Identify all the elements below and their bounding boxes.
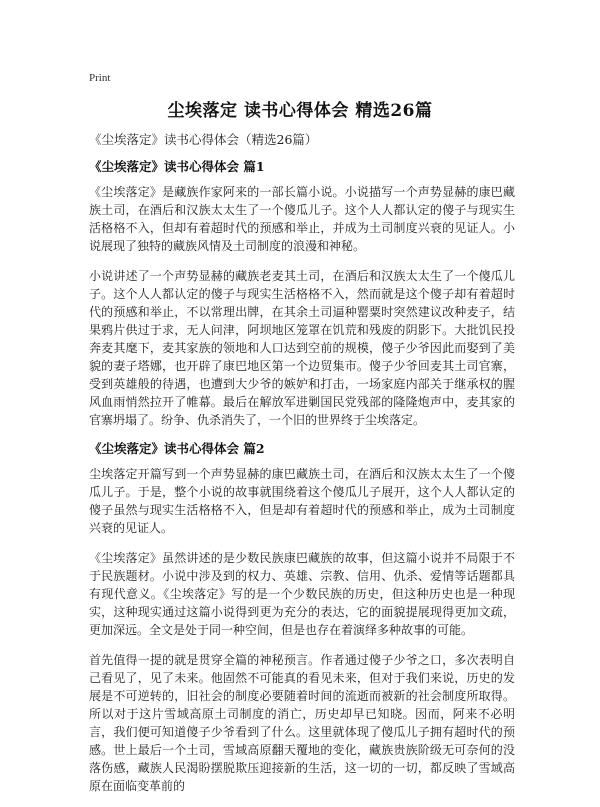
paragraph: 首先值得一提的就是贯穿全篇的神秘预言。作者通过傻子少爷之口，多次表明自己看见了，见了未来。他固然不可能真的看见未来，但对于我们来说，历史的发展是不可逆转的，旧社会的制度必要随着时间的流逝而被新的社会制度所取得。所以对于这片雪域高原土司制度的消亡，历史却早已知晓。因而，阿来不必明言，我们便可知道傻子少爷看到了什么。这里就体现了傻瓜儿子拥有超时代的预感。世上最后一个土司，雪域高原翻天覆地的变化，藏族贵族阶级无可奈何的没落伤感，藏族人民渴盼摆脱欺压迎接新的生活，这一切的一切，都反映了雪域高原在面临变革前的: [89, 653, 515, 793]
section-heading-2: 《尘埃落定》读书心得体会 篇2: [89, 441, 265, 456]
page-title: 尘埃落定 读书心得体会 精选26篇: [167, 101, 433, 121]
print-label[interactable]: Print: [89, 72, 111, 84]
paragraph: 尘埃落定开篇写到一个声势显赫的康巴藏族土司，在酒后和汉族太太生了一个傻瓜儿子。于是，整个小说的故事就围绕着这个傻瓜儿子展开，这个人人都认定的傻子虽然与现实生活格格不入，但是却有着超时代的预感和举止，成为土司制度兴衰的见证人。: [89, 467, 515, 535]
document-subtitle: 《尘埃落定》读书心得体会（精选26篇）: [89, 132, 318, 147]
paragraph: 小说讲述了一个声势显赫的藏族老麦其土司，在酒后和汉族太太生了一个傻瓜儿子。这个人人都认定的傻子与现实生活格格不入，然而就是这个傻子却有着超时代的预感和举止，不以常理出牌，在其余土司逼种罂粟时突然建议改种麦子，结果鸦片供过于求，无人问津，阿坝地区笼罩在饥荒和残废的阴影下。大批饥民投奔麦其麾下，麦其家族的领地和人口达到空前的规模，傻子少爷因此而娶到了美貌的妻子塔娜，也开辟了康巴地区第一个边贸集市。傻子少爷回麦其土司官寨，受到英雄般的待遇，也遭到大少爷的嫉妒和打击，一场家庭内部关于继承权的腥风血雨悄然拉开了帷幕。最后在解放军进剿国民党残部的隆隆炮声中，麦其家的官寨坍塌了。纷争、仇杀消失了，一个旧的世界终于尘埃落定。: [89, 269, 515, 427]
paragraph: 《尘埃落定》是藏族作家阿来的一部长篇小说。小说描写一个声势显赫的康巴藏族土司，在酒后和汉族太太生了一个傻瓜儿子。这个人人都认定的傻子与现实生活格格不入，但却有着超时代的预感和举止，并成为土司制度兴衰的见证人。小说展现了独特的藏族风情及土司制度的浪漫和神秘。: [89, 185, 515, 253]
document-body: [89, 158, 515, 807]
paragraph: 《尘埃落定》虽然讲述的是少数民族康巴藏族的故事，但这篇小说并不局限于不于民族题材。小说中涉及到的权力、英雄、宗教、信用、仇杀、爱情等话题都具有现代意义。《尘埃落定》写的是一个少数民族的历史，但这种历史也是一种现实，这种现实通过这篇小说得到更为充分的表达，它的面貌提展现得更加文疏，更加深远。全文是处于同一种空间，但是也存在着演绎多种故事的可能。: [89, 551, 515, 637]
section-heading-1: 《尘埃落定》读书心得体会 篇1: [89, 159, 265, 174]
